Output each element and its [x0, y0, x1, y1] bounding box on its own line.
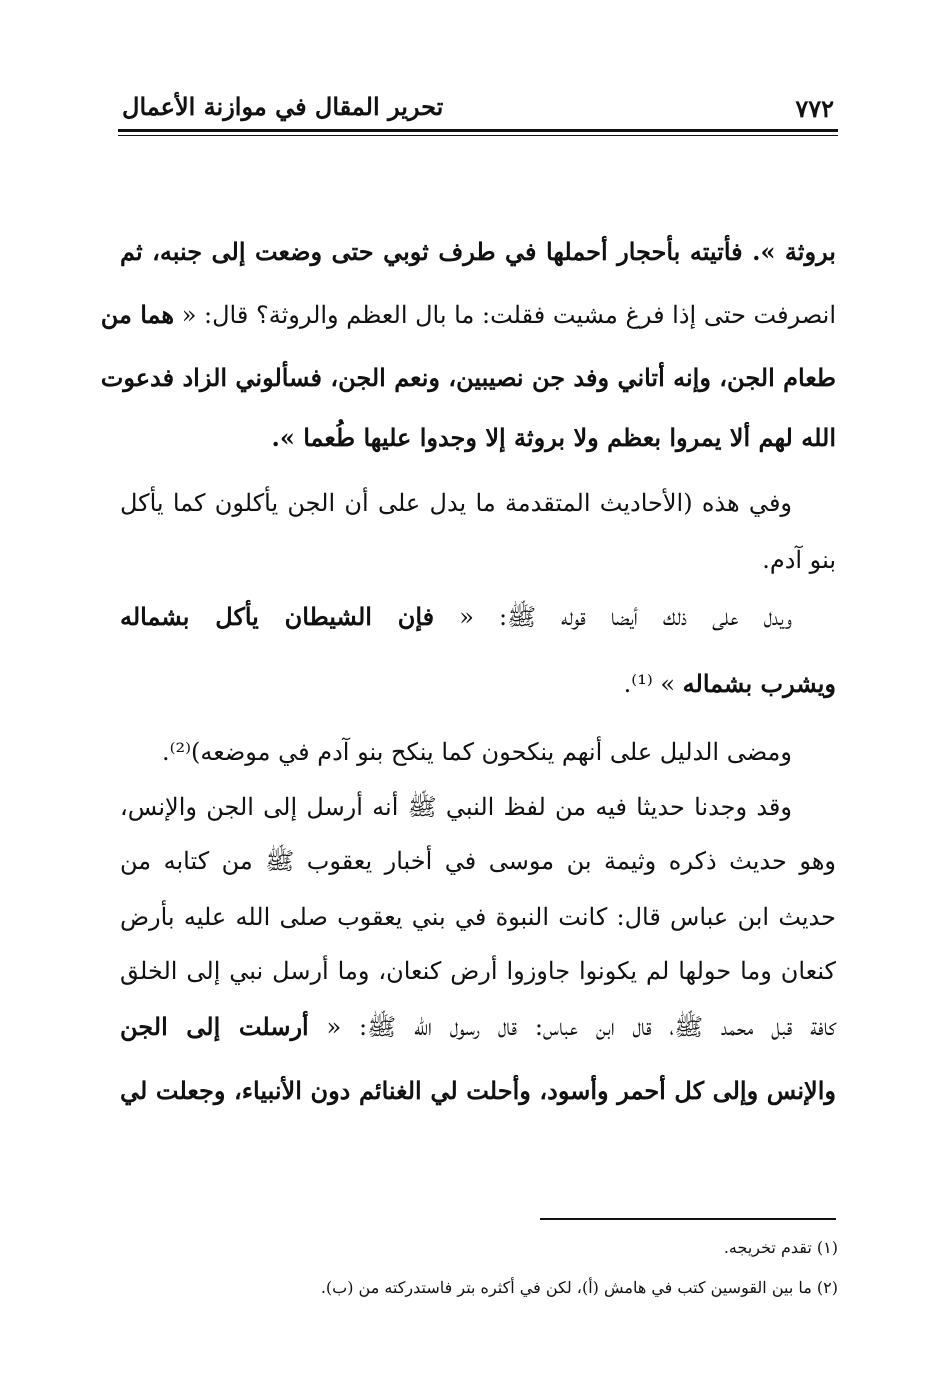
text-line-14-regular: كافة قبل محمد ﷺ، قال ابن عباس: قال رسول الله ﷺ: «: [308, 1013, 836, 1041]
text-line-11: وهو حديث ذكره وثيمة بن موسى في أخبار يعقوب ﷺ من كتابه من: [120, 847, 836, 875]
text-line-14-bold: أرسلت إلى الجن: [120, 1012, 309, 1041]
text-line-9: ومضى الدليل على أنهم ينكحون كما ينكح بنو آدم في موضعه)⁽²⁾.: [162, 738, 792, 766]
text-line-8-regular: » ⁽¹⁾.: [623, 670, 683, 698]
text-line-7-regular: ويدل على ذلك أيضا قوله ﷺ: «: [434, 603, 792, 631]
text-line-12: حديث ابن عباس قال: كانت النبوة في بني يعقوب صلى الله عليه بأرض: [120, 903, 836, 931]
text-line-2: [100, 295, 836, 339]
page-number: ٧٧٢: [795, 94, 834, 123]
footnote-2: (٢) ما بين القوسين كتب في هامش (أ)، لكن في أكثره بتر فاستدركته من (ب).: [320, 1278, 838, 1297]
text-line-13: كنعان وما حولها لم يكونوا جاوزوا أرض كنعان، وما أرسل نبي إلى الخلق: [120, 957, 836, 985]
header-rule-thick: [118, 129, 838, 132]
text-line-3: طعام الجن، وإنه أتاني وفد جن نصيبين، ونعم الجن، فسألوني الزاد فدعوت: [100, 363, 836, 392]
text-line-8: [120, 664, 836, 708]
footnote-1: (١) تقدم تخريجه.: [723, 1238, 838, 1257]
book-title: تحرير المقال في موازنة الأعمال: [122, 92, 444, 121]
text-line-2-regular: انصرفت حتى إذا فرغ مشيت فقلت: ما بال العظم والروثة؟ قال: «: [174, 301, 836, 329]
text-line-1-content: بروثة ». فأتيته بأحجار أحملها في طرف ثوبي حتى وضعت إلى جنبه، ثم: [120, 237, 836, 266]
header-rule-thin: [118, 135, 838, 136]
footnote-rule: [540, 1218, 836, 1220]
text-line-1: [120, 232, 836, 276]
text-line-5: وفي هذه (الأحاديث المتقدمة ما يدل على أن الجن يأكلون كما يأكل: [120, 489, 792, 517]
text-line-6: بنو آدم.: [762, 546, 836, 574]
text-line-8-bold: ويشرب بشماله: [682, 669, 836, 698]
running-header: [118, 88, 838, 126]
text-line-7: [120, 597, 836, 641]
text-line-2-bold: هما من: [100, 300, 175, 329]
text-line-4: الله لهم ألا يمروا بعظم ولا بروثة إلا وجدوا عليها طُعما ».: [271, 423, 836, 452]
text-line-14: [120, 1007, 836, 1051]
text-line-7-bold: فإن الشيطان يأكل بشماله: [120, 602, 435, 631]
text-line-15: والإنس وإلى كل أحمر وأسود، وأحلت لي الغنائم دون الأنبياء، وجعلت لي: [120, 1076, 836, 1105]
text-line-10: وقد وجدنا حديثا فيه من لفظ النبي ﷺ أنه أرسل إلى الجن والإنس،: [120, 793, 792, 821]
